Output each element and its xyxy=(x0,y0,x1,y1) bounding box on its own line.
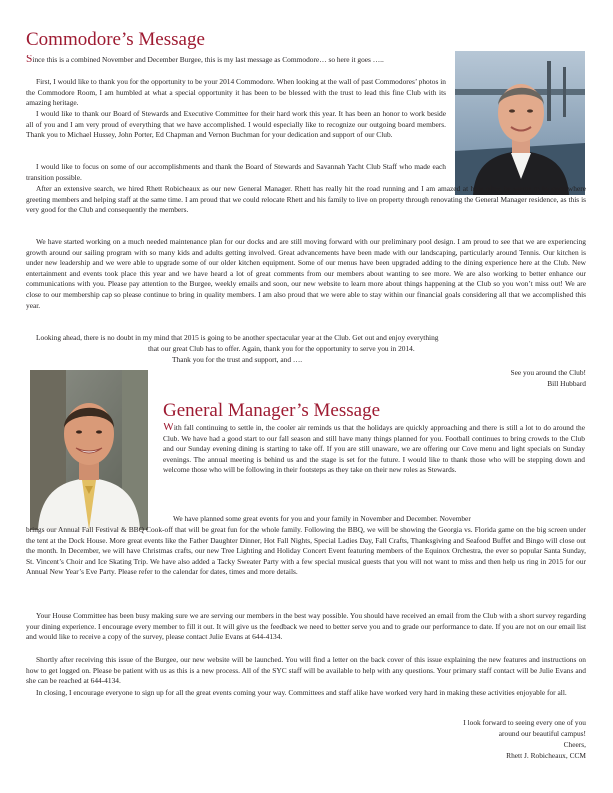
gm-paragraph-2: brings our Annual Fall Festival & BBQ Cook-off that will be great fun for the whole family. Following the BBQ, we will be showing the Georgia vs. Florida game on the big screen under the tent at the Dock House. More great events like the Father Daughter Dinner, Hot Fall Nights, Special Ladies Day, Fall Crafts, Thanksgiving and Seafood Buffet and Bingo will close out the month. In December, we will have Christmas crafts, our new Tree Lighting and Holiday Concert Event featuring members of the Equinox Orchestra, the ever so popular Santa Sunday, St. Vincent’s Choir and Ice Skating Trip. We have also added a Tacky Sweater Party with a few special musical guests that you will not want to miss and then help us ring in 2015 for our Annual New Year’s Eve Party. Please refer to the calendar for dates, times and more details. xyxy=(26,525,586,577)
gm-paragraph-2-line-1: We have planned some great events for you and your family in November and December. November xyxy=(173,514,471,523)
commodore-intro: Since this is a combined November and December Burgee, this is my last message as Commodore… so here it goes ….. xyxy=(26,55,384,65)
commodore-title: Commodore’s Message xyxy=(26,29,205,50)
gm-paragraph-5: In closing, I encourage everyone to sign up for all the great events coming your way. Committees and staff alike have worked very hard in making these activities enjoyable for all. xyxy=(36,688,567,697)
commodore-thanks: Thank you for the trust and support, and …. xyxy=(172,355,303,364)
general-manager-photo xyxy=(30,370,148,530)
commodore-paragraph-1: First, I would like to thank you for the opportunity to be your 2014 Commodore. When looking at the wall of past Commodores’ photos in the Commodore Room, I am humbled at what a special opportunity it has been to be blessed with the trust to lead this fine Club with its amazing heritage. xyxy=(26,77,446,108)
commodore-dropcap: S xyxy=(26,55,33,65)
gm-paragraph-4: Shortly after receiving this issue of the Burgee, our new website will be launched. You will find a letter on the back cover of this issue explaining the new features and instructions on how to get logged on. Please be patient with us as this is a new process. All of the SYC staff will be available to help with any questions. Your primary staff contact will be Julie Evans and she can be reached at 644-4134. xyxy=(26,655,586,686)
commodore-paragraph-5: We have started working on a much needed maintenance plan for our docks and are still moving forward with our preliminary pool design. I am proud to see that we are experiencing growth around our sailing program with so many kids and adults getting involved. Great advancements have been made with our landscaping, particularly around Tennis. Our kitchen is under new leadership and we were able to upgrade some of our older kitchen equipment. Some of our menus have been upgraded adding to the dining experience here at the Club. New entertainment and events took place this year and we have heard a lot of great comments from our members about wanting to see more. We are also working to better enhance our communications with you. Please pay attention to the Burgee, weekly emails and soon, our new website to learn more about things happening at the Club so you won’t miss out! We are close to our membership cap so please continue to bring in quality members. I am also proud that we were able to stay within our financial goals considering all that we accomplished this year. xyxy=(26,237,586,310)
gm-closing-3: Cheers, xyxy=(563,740,586,749)
commodore-closing: See you around the Club! xyxy=(510,368,586,377)
commodore-paragraph-3: I would like to focus on some of our accomplishments and thank the Board of Stewards and Savannah Yacht Club Staff who made each transition possible. xyxy=(26,162,446,182)
gm-signature: Rhett J. Robicheaux, CCM xyxy=(506,751,586,760)
gm-paragraph-1: With fall continuing to settle in, the cooler air reminds us that the holidays are quickly approaching and there is still a lot to do around the Club. We have had a good start to our fall season and still have many things planned for you. Football continues to bring crowds to the Club and our Sunday evening dining is starting to take off. If you are still unaware, we are offering our Cove menu and light specials on Sunday evenings. The annual meeting is behind us and the stage is set for the future. I would like to thank those who will be stepping down and welcome those who will be following in their footsteps as they take on their new roles as Stewards. xyxy=(163,423,585,475)
gm-paragraph-3: Your House Committee has been busy making sure we are serving our members in the best way possible. You should have received an email from the Club with a short survey regarding your dining experience. I encourage every member to fill it out. It will give us the feedback we need to better serve you and to grade our performance to date. If you are not on our email list and would like to receive a copy of the survey, please contact Julie Evans at 644-4134. xyxy=(26,611,586,642)
commodore-photo xyxy=(455,51,585,195)
gm-closing-2: around our beautiful campus! xyxy=(498,729,586,738)
commodore-paragraph-6-line-1: Looking ahead, there is no doubt in my mind that 2015 is going to be another spectacular year at the Club. Get out and enjoy everything xyxy=(36,333,439,342)
gm-closing-1: I look forward to seeing every one of you xyxy=(463,718,586,727)
gm-title: General Manager’s Message xyxy=(163,400,381,421)
gm-dropcap: W xyxy=(163,423,174,433)
commodore-paragraph-4: After an extensive search, we hired Rhett Robicheaux as our new General Manager. Rhett has really hit the road running and I am amazed at how often he seems to be everywhere greeting members and helping staff at the same time. I am proud that we could relocate Rhett and his family to live on property through renovating the General Manager residence, as this is very good for the Club and consequently the members. xyxy=(26,184,586,215)
commodore-signature: Bill Hubbard xyxy=(547,379,586,388)
commodore-paragraph-6-line-2: that our great Club has to offer. Again, thank you for the opportunity to serve you in 2014. xyxy=(148,344,415,353)
commodore-paragraph-2: I would like to thank our Board of Stewards and Executive Committee for their hard work this year. It has been an honor to work beside all of you and I am very proud of everything that we have accomplished. I would especially like to recognize our outgoing board members. Thank you to Michael Hussey, John Porter, Ed Chapman and Vernon Buchman for your dedication and support of our Club. xyxy=(26,109,446,140)
